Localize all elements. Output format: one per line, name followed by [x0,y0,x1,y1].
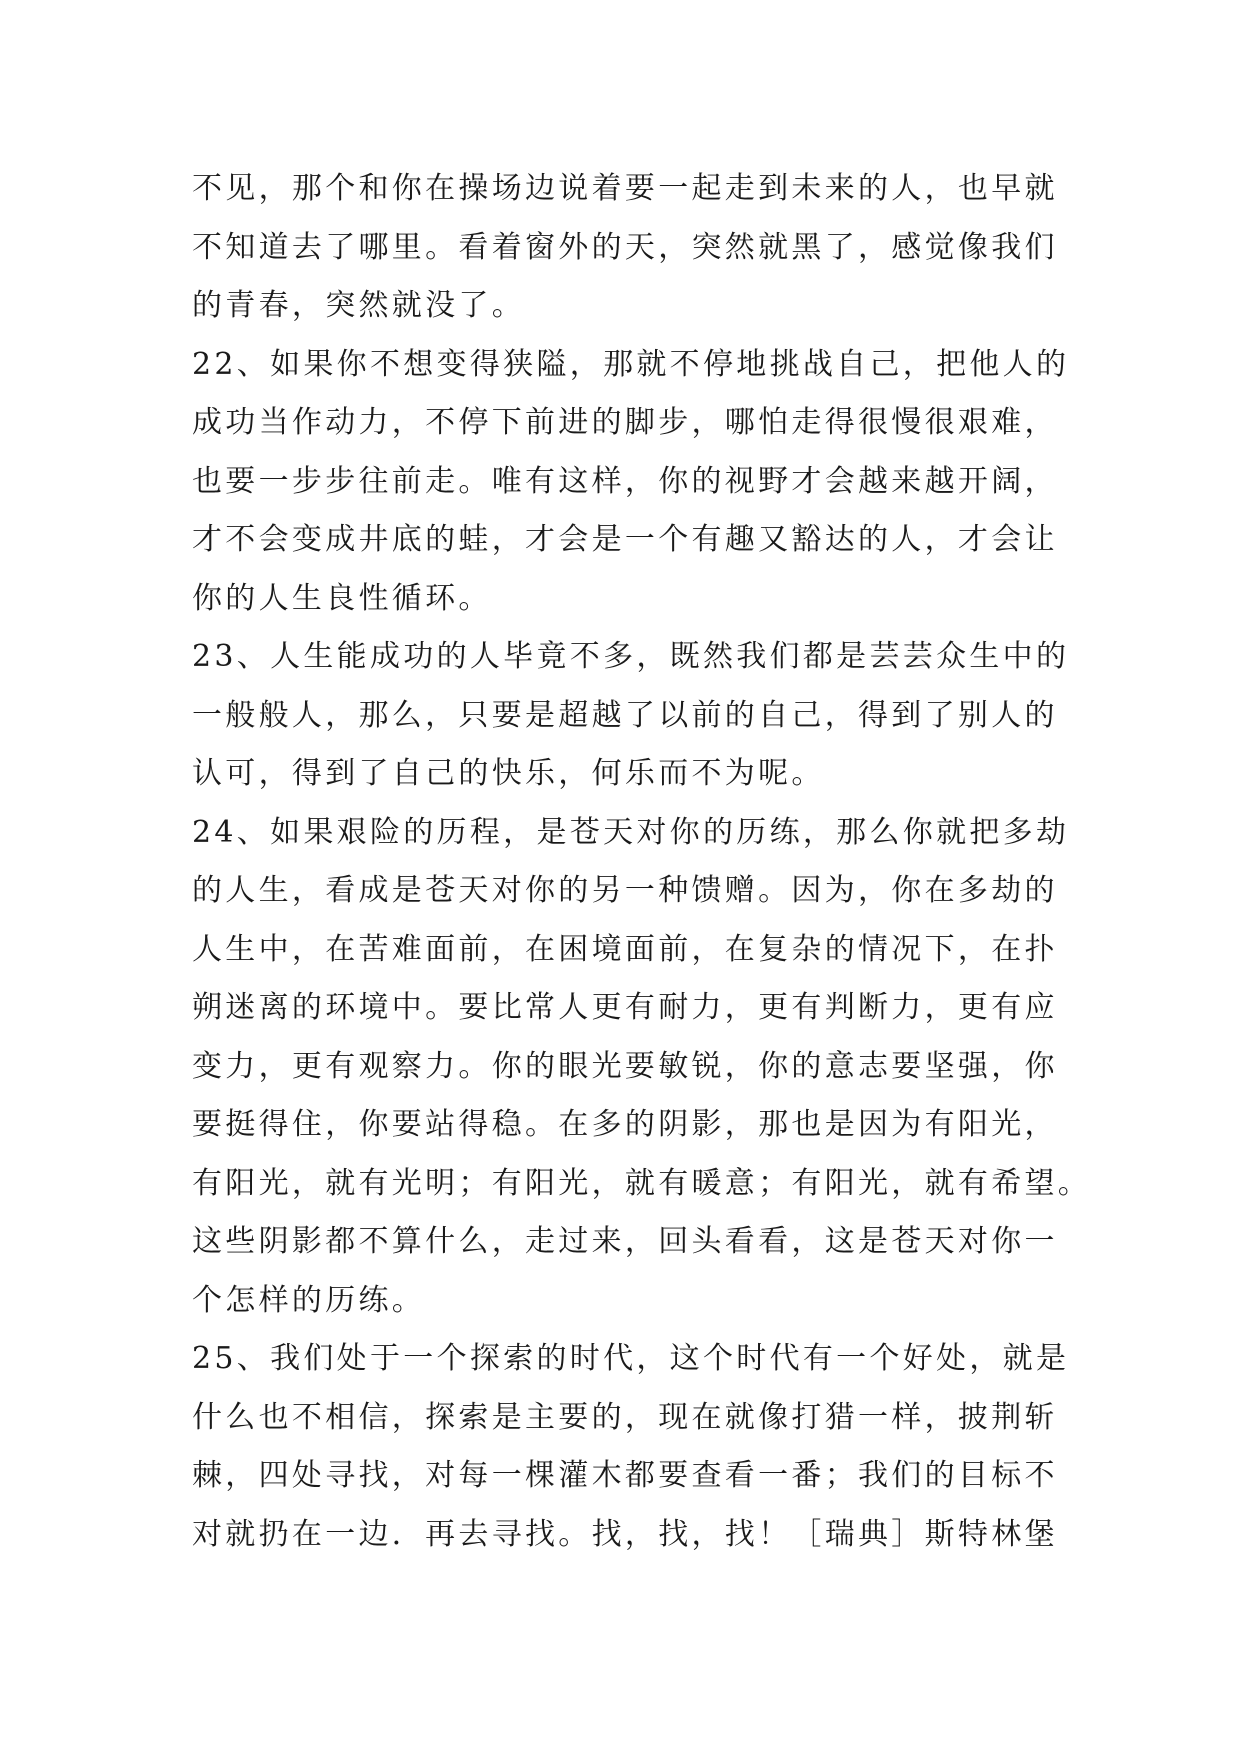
paragraph-25-start: 25、我们处于一个探索的时代，这个时代有一个好处，就是 [192,1341,1070,1376]
text-line: 棘，四处寻找，对每一棵灌木都要查看一番；我们的目标不 [192,1458,1058,1493]
text-line: 的青春，突然就没了。 [192,288,525,323]
text-line: 才不会变成井底的蛙，才会是一个有趣又豁达的人，才会让 [192,522,1058,557]
text-line: 你的人生良性循环。 [192,580,492,616]
text-line: 什么也不相信，探索是主要的，现在就像打猎一样，披荆斩 [192,1399,1058,1435]
text-line: 对就扔在一边．再去寻找。找，找，找！［瑞典］斯特林堡 [192,1516,1058,1552]
text-line: 也要一步步往前走。唯有这样，你的视野才会越来越开阔， [192,463,1058,499]
text-line: 人生中，在苦难面前，在困境面前，在复杂的情况下，在扑 [192,931,1058,967]
text-line: 不见，那个和你在操场边说着要一起走到未来的人，也早就 [192,171,1058,206]
text-line: 的人生，看成是苍天对你的另一种馈赠。因为，你在多劫的 [192,873,1058,908]
text-line: 个怎样的历练。 [192,1282,426,1318]
paragraph-22-start: 22、如果你不想变得狭隘，那就不停地挑战自己，把他人的 [192,346,1070,382]
text-line: 变力，更有观察力。你的眼光要敏锐，你的意志要坚强，你 [192,1048,1058,1084]
paragraph-23-start: 23、人生能成功的人毕竟不多，既然我们都是芸芸众生中的 [192,639,1070,674]
text-line: 一般般人，那么，只要是超越了以前的自己，得到了别人的 [192,697,1058,733]
text-line: 成功当作动力，不停下前进的脚步，哪怕走得很慢很艰难， [192,405,1058,440]
body-text [192,160,1092,1564]
paragraph-24-start: 24、如果艰险的历程，是苍天对你的历练，那么你就把多劫 [192,814,1070,850]
text-line: 这些阴影都不算什么，走过来，回头看看，这是苍天对你一 [192,1224,1058,1259]
text-line: 要挺得住，你要站得稳。在多的阴影，那也是因为有阳光， [192,1107,1058,1142]
text-line: 朔迷离的环境中。要比常人更有耐力，更有判断力，更有应 [192,990,1058,1025]
text-line: 不知道去了哪里。看着窗外的天，突然就黑了，感觉像我们 [192,229,1058,265]
text-line: 有阳光，就有光明；有阳光，就有暖意；有阳光，就有希望。 [192,1165,1092,1201]
text-line: 认可，得到了自己的快乐，何乐而不为呢。 [192,756,825,791]
